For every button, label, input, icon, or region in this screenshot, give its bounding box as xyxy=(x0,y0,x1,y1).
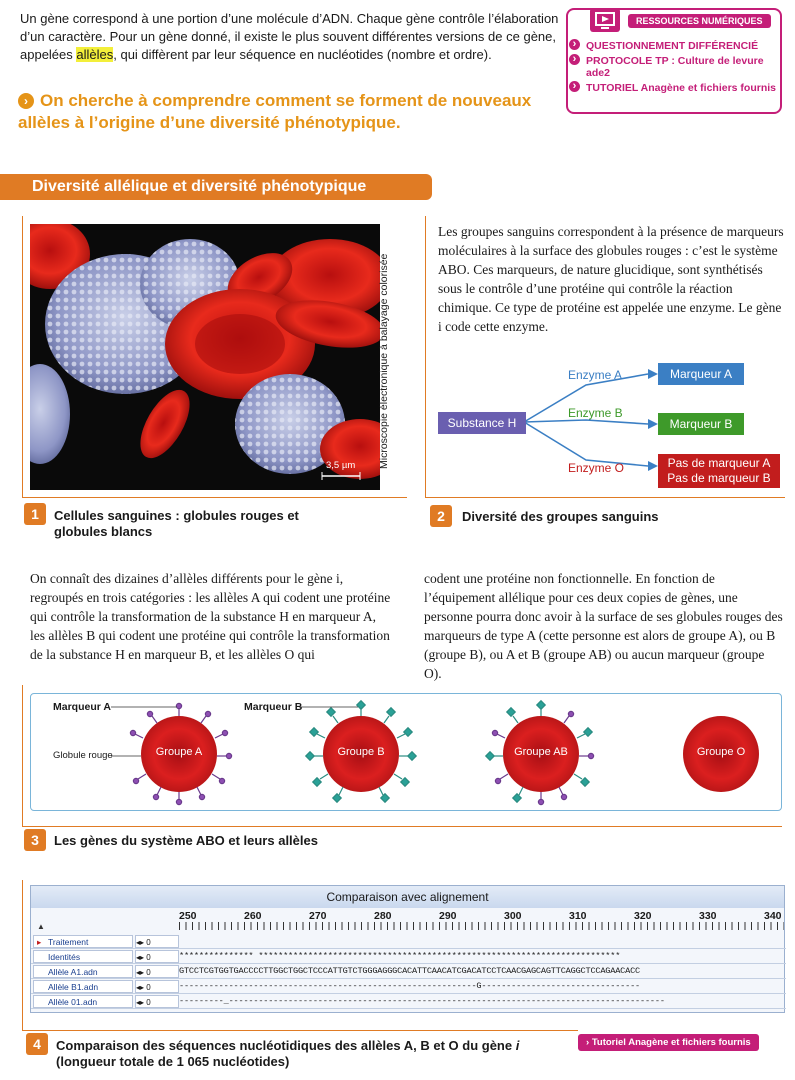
row-name[interactable]: Allèle B1.adn xyxy=(33,980,133,993)
no-marker-b-text: Pas de marqueur B xyxy=(667,471,771,485)
screen-icon xyxy=(590,8,620,32)
row-sequence xyxy=(179,935,785,948)
ruler-ticks xyxy=(179,922,784,930)
digital-resources-box xyxy=(566,8,782,114)
resource-link-tutoriel[interactable]: › TUTORIEL Anagène et fichiers fournis xyxy=(568,82,778,94)
alignment-row[interactable] xyxy=(31,964,786,979)
doc2-text: Les groupes sanguins correspondent à la présence de marqueurs moléculaires à la surface des globules rouges : c’est le système ABO. Ces marqueurs, de nature glucidique, sont synthétisés sous le contrôle d’une protéine qui contrôle la réaction chimique. Ce type de protéine est appelée une enzyme. Le gène i code cette enzyme. xyxy=(438,224,784,334)
intro-text-1: Un gène correspond à une portion d’une molécule d’ADN. Chaque gène contrôle l’élaboration d’un caractère. Pour un gène donné, il existe le plus souvent différentes versions de ce gène, appelées xyxy=(20,11,559,62)
no-marker-box xyxy=(658,454,780,488)
marker-a-label: Marqueur A xyxy=(53,701,111,713)
group-ab-label: Groupe AB xyxy=(514,746,568,758)
row-controls[interactable]: ◂▸ 0 xyxy=(135,980,179,993)
row-name[interactable]: Allèle 01.adn xyxy=(33,995,133,1008)
ruler-label: 300 xyxy=(504,910,522,922)
row-sequence: GTCCTCGTGGTGACCCCTTGGCTGGCTCCCATTGTCTGGGAGGGCACATTCAACATCGACATCCTCAACGAGCAGTTCAGGCTCCAGAACACC xyxy=(179,966,641,976)
enzyme-b-label: Enzyme B xyxy=(568,406,623,420)
doc3-number: 3 xyxy=(24,829,46,851)
research-question xyxy=(18,90,558,134)
doc2-frame-bottom xyxy=(425,497,785,498)
marker-b-label: Marqueur B xyxy=(244,701,303,713)
micrograph-credit: Microscopie électronique à balayage colorisée xyxy=(378,253,390,469)
doc2-number: 2 xyxy=(430,505,452,527)
alignment-row[interactable] xyxy=(31,979,786,994)
alignment-window xyxy=(30,885,785,1013)
ruler-label: 280 xyxy=(374,910,392,922)
doc4-number: 4 xyxy=(26,1033,48,1055)
doc1-number: 1 xyxy=(24,503,46,525)
enzyme-a-label: Enzyme A xyxy=(568,368,623,382)
scale-bar-label: 3,5 µm xyxy=(326,460,356,471)
current-row-arrow-icon: ▸ xyxy=(37,937,42,947)
row-controls[interactable]: ◂▸ 0 xyxy=(135,950,179,963)
row-name[interactable]: ▸ Traitement xyxy=(33,935,133,948)
doc4-frame-left xyxy=(22,880,23,1030)
alignment-row[interactable] xyxy=(31,949,786,964)
ruler-label: 290 xyxy=(439,910,457,922)
doc3-caption: Les gènes du système ABO et leurs allèles xyxy=(54,833,318,848)
doc3-frame-bottom xyxy=(22,826,782,827)
alleles-paragraph-right: codent une protéine non fonctionnelle. En fonction de l’équipement allélique pour ces deux copies de gènes, une personne pourra donc avoir à la surface de ses globules rouges des marqueurs de type A (cette personne est alors de groupe A), ou B (groupe B), ou A et B (groupe AB) ou aucun marqueur (groupe O). xyxy=(424,571,783,681)
section-title: Diversité allélique et diversité phénotypique xyxy=(0,174,432,200)
marker-b-box: Marqueur B xyxy=(658,413,744,435)
row-sequence: *************** ************************************************************************* xyxy=(179,951,621,961)
row-controls[interactable]: ◂▸ 0 xyxy=(135,965,179,978)
ruler-label: 330 xyxy=(699,910,717,922)
intro-paragraph xyxy=(20,10,560,64)
doc1-frame-bottom xyxy=(22,497,407,498)
row-sequence: ------------------------------------------------------------G-------------------------------- xyxy=(179,981,641,991)
chevron-right-icon: › xyxy=(586,1037,592,1048)
doc2-frame-left xyxy=(425,216,426,498)
resources-list xyxy=(568,40,778,97)
scroll-up-icon[interactable]: ▲ xyxy=(37,922,45,931)
intro-text-2: , qui diffèrent par leur séquence en nucléotides (nombre et ordre). xyxy=(113,47,492,62)
highlighted-term: allèles xyxy=(76,47,114,62)
substance-h-box: Substance H xyxy=(438,412,526,434)
row-sequence: ---------_---------------------------------------------------------------------------------------- xyxy=(179,996,665,1006)
resource-link-questionnement[interactable]: › QUESTIONNEMENT DIFFÉRENCIÉ xyxy=(568,40,778,52)
alleles-paragraph-left: On connaît des dizaines d’allèles différents pour le gène i, regroupés en trois catégories : les allèles A qui codent une protéine qui contrôle la transformation de la substance H en marqueur A, les allèles B qui codent une protéine qui contrôle la transformation de la substance H en marqueur B, et les allèles O qui xyxy=(30,571,391,662)
doc3-frame-left xyxy=(22,685,23,827)
resource-link-protocole[interactable]: › PROTOCOLE TP : Culture de levure ade2 xyxy=(568,55,778,79)
no-marker-a-text: Pas de marqueur A xyxy=(667,456,771,470)
tutorial-anagene-button[interactable]: › Tutoriel Anagène et fichiers fournis xyxy=(578,1034,759,1051)
alignment-row[interactable] xyxy=(31,934,786,949)
doc4-frame-bottom xyxy=(22,1030,578,1031)
doc4-caption: Comparaison des séquences nucléotidiques des allèles A, B et O du gène i (longueur totale de 1 065 nucléotides) xyxy=(56,1038,520,1069)
question-text: On cherche à comprendre comment se forment de nouveaux allèles à l’origine d’une diversité phénotypique. xyxy=(18,91,532,132)
blood-cells-micrograph xyxy=(30,224,380,490)
alignment-window-title: Comparaison avec alignement xyxy=(31,886,784,908)
blood-groups-illustration xyxy=(30,693,782,811)
marker-a-box: Marqueur A xyxy=(658,363,744,385)
ruler-label: 310 xyxy=(569,910,587,922)
enzyme-o-label: Enzyme O xyxy=(568,461,625,475)
row-name[interactable]: Allèle A1.adn xyxy=(33,965,133,978)
ruler-label: 320 xyxy=(634,910,652,922)
row-controls[interactable]: ◂▸ 0 xyxy=(135,935,179,948)
ruler-label: 340 xyxy=(764,910,782,922)
doc1-caption: Cellules sanguines : globules rouges et globules blancs xyxy=(54,508,299,539)
group-o-label: Groupe O xyxy=(696,746,746,758)
ruler-label: 250 xyxy=(179,910,197,922)
alignment-rows xyxy=(31,934,786,1009)
ruler-label: 270 xyxy=(309,910,327,922)
chevron-right-icon: › xyxy=(18,93,34,109)
group-a-label: Groupe A xyxy=(155,746,203,758)
alignment-row[interactable] xyxy=(31,994,786,1009)
red-cell-label: Globule rouge xyxy=(53,750,113,761)
row-name[interactable]: Identités xyxy=(33,950,133,963)
row-controls[interactable]: ◂▸ 0 xyxy=(135,995,179,1008)
group-b-label: Groupe B xyxy=(337,746,385,758)
ruler-label: 260 xyxy=(244,910,262,922)
resources-header: RESSOURCES NUMÉRIQUES xyxy=(628,14,771,28)
doc1-frame-left xyxy=(22,216,23,498)
doc2-caption: Diversité des groupes sanguins xyxy=(462,509,659,524)
abo-enzyme-diagram xyxy=(436,358,786,493)
